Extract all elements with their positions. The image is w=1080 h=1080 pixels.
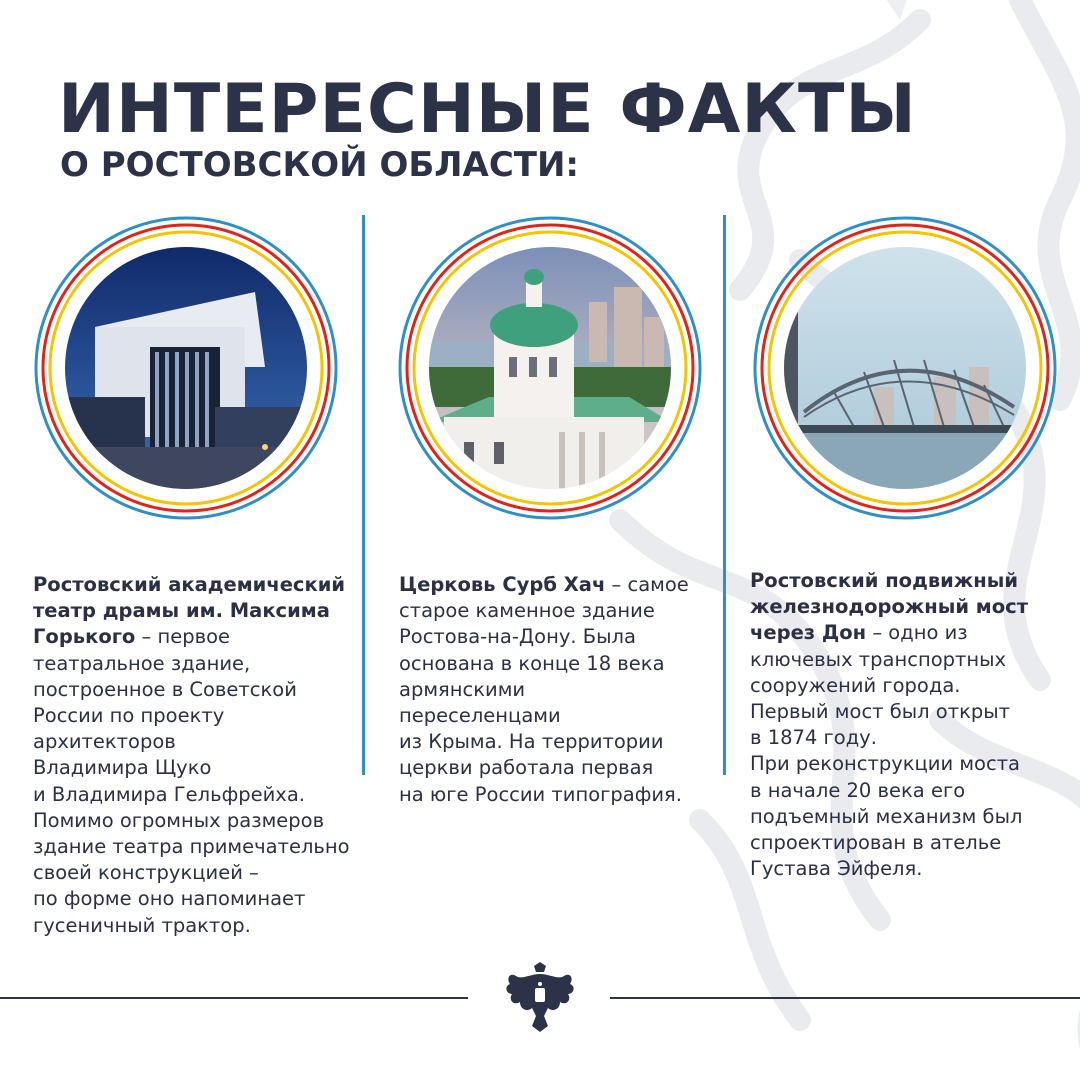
- fact-body-line: церкви работала первая: [399, 756, 654, 780]
- fact-text: [399, 572, 719, 808]
- fact-body-line: России по проекту: [33, 704, 225, 728]
- fact-body-line: здание театра примечательно: [33, 835, 350, 859]
- fact-body-line: сооружений города.: [750, 673, 961, 697]
- fact-body-line: в 1874 году.: [750, 726, 877, 750]
- fact-body-line: – самое: [611, 573, 689, 596]
- page-title: ИНТЕРЕСНЫЕ ФАКТЫ: [58, 70, 917, 149]
- fact-lead-line: Горького: [33, 625, 136, 649]
- church-photo: [429, 247, 671, 489]
- fact-body-line: гусеничный трактор.: [33, 913, 251, 937]
- fact-body-line: переселенцами: [399, 704, 561, 728]
- fact-body-line: Помимо огромных размеров: [33, 808, 325, 832]
- fact-lead-line: Ростовский академический: [33, 573, 346, 596]
- fact-body-line: ключевых транспортных: [750, 647, 1007, 671]
- fact-body-line: и Владимира Гельфрейха.: [33, 782, 305, 806]
- fact-lead-line: театр драмы им. Максима: [33, 599, 330, 623]
- column-divider: [723, 215, 726, 775]
- fact-body-line: основана в конце 18 века: [399, 651, 665, 675]
- fact-body-line: При реконструкции моста: [750, 752, 1021, 776]
- fact-body-line: Первый мост был открыт: [750, 700, 1011, 724]
- fact-body-line: Владимира Щуко: [33, 756, 212, 780]
- fact-text: [750, 568, 1070, 882]
- photo-frame: [751, 214, 1059, 522]
- fact-lead: [33, 572, 363, 598]
- fact-body-line: построенное в Советской: [33, 677, 297, 701]
- fact-body-line: своей конструкцией –: [33, 861, 259, 885]
- footer-line-left: [0, 997, 468, 999]
- fact-body-line: по форме оно напоминает: [33, 887, 306, 911]
- fact-body-line: старое каменное здание: [399, 599, 655, 623]
- photo-frame: [396, 214, 704, 522]
- fact-body-line: подъемный механизм был: [750, 804, 1023, 828]
- footer-line-right: [610, 997, 1080, 999]
- bridge-photo: [784, 247, 1026, 489]
- fact-lead-line: Ростовский подвижный: [750, 569, 1018, 592]
- fact-text: [33, 572, 363, 939]
- fact-body-line: – первое: [141, 625, 231, 649]
- fact-body-line: Густава Эйфеля.: [750, 857, 923, 881]
- eagle-watermark: [500, 0, 1080, 1080]
- fact-body-line: из Крыма. На территории: [399, 730, 664, 754]
- fact-body-line: на юге России типография.: [399, 782, 682, 806]
- fact-body-line: Ростова-на-Дону. Была: [399, 625, 636, 649]
- fact-body-line: – одно из: [872, 621, 968, 645]
- fact-body-line: спроектирован в ателье: [750, 831, 1002, 855]
- fact-body-line: армянскими: [399, 677, 526, 701]
- double-headed-eagle-icon: [500, 960, 580, 1040]
- fact-body-line: театральное здание,: [33, 651, 251, 675]
- fact-lead-line: железнодорожный мост: [750, 595, 1028, 619]
- photo-frame: [32, 214, 340, 522]
- theatre-photo: [65, 247, 307, 489]
- fact-body-line: архитекторов: [33, 730, 176, 754]
- fact-body-line: в начале 20 века его: [750, 778, 966, 802]
- page-subtitle: О РОСТОВСКОЙ ОБЛАСТИ:: [60, 145, 580, 185]
- fact-lead-line: Церковь Сурб Хач: [399, 573, 606, 596]
- fact-lead-line: через Дон: [750, 621, 867, 645]
